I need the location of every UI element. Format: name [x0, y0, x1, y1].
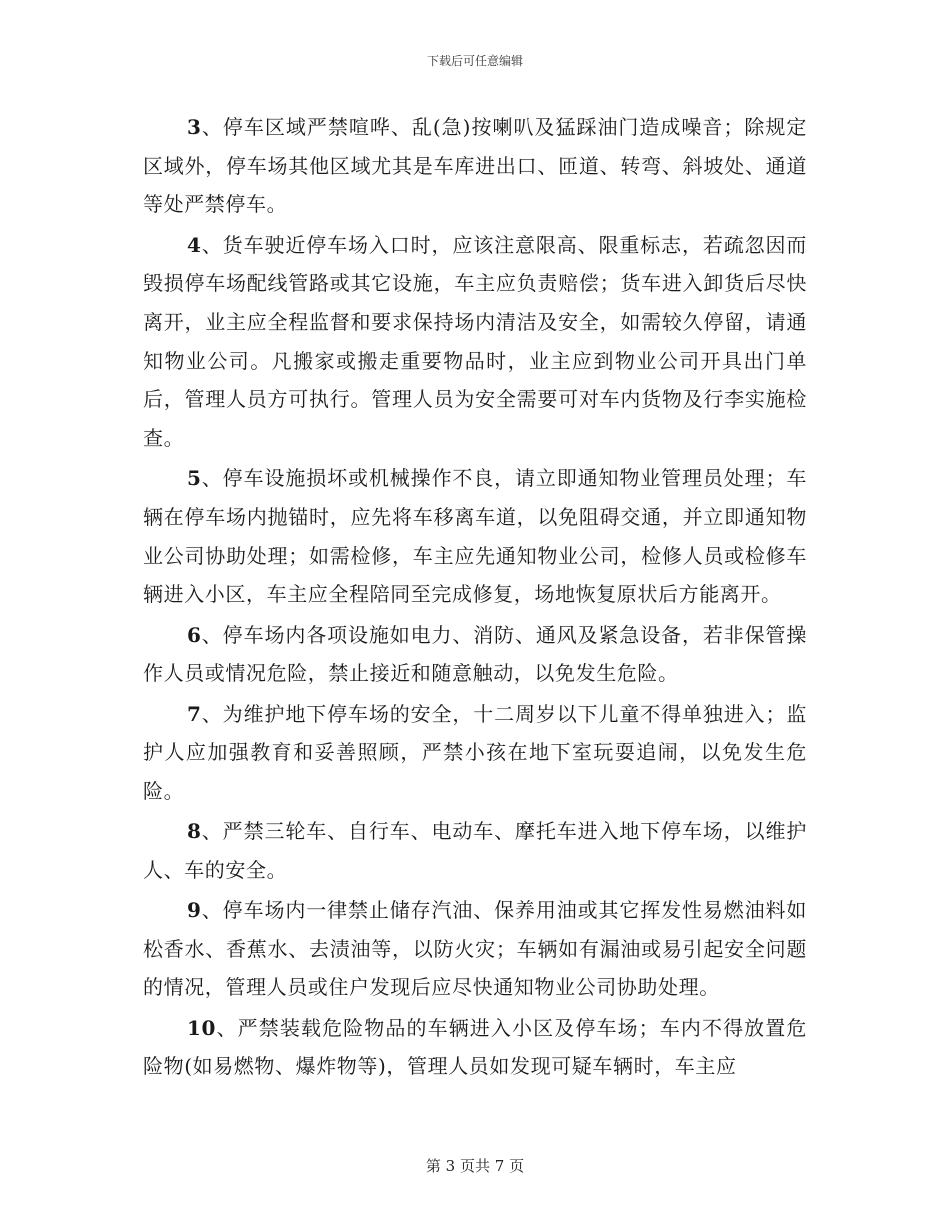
page-footer: 第 3 页共 7 页: [425, 1157, 525, 1175]
paragraph-7: [143, 695, 807, 811]
item-number: 4: [187, 232, 202, 257]
paragraph-5: [143, 459, 807, 614]
paragraph-text: 、停车场内一律禁止储存汽油、保养用油或其它挥发性易燃油料如松香水、香蕉水、去渍油等，以防火灾；车辆如有漏油或易引起安全问题的情况，管理人员或住户发现后应尽快通知物业公司协助处理。: [143, 898, 807, 1000]
paragraph-text: 、严禁装载危险物品的车辆进入小区及停车场；车内不得放置危险物(如易燃物、爆炸物等)，管理人员如发现可疑车辆时，车主应: [143, 1015, 807, 1079]
item-number: 5: [187, 466, 202, 491]
item-number: 10: [187, 1015, 217, 1040]
paragraph-text: 、停车区域严禁喧哗、乱(急)按喇叭及猛踩油门造成噪音；除规定区域外，停车场其他区域尤其是车库进出口、匝道、转弯、斜坡处、通道等处严禁停车。: [143, 115, 807, 217]
paragraph-text: 、停车设施损坏或机械操作不良，请立即通知物业管理员处理；车辆在停车场内抛锚时，应先将车移离车道，以免阻碍交通，并立即通知物业公司协助处理；如需检修，车主应先通知物业公司，检修人员或检修车辆进入小区，车主应全程陪同至完成修复，场地恢复原状后方能离开。: [143, 466, 807, 607]
paragraph-4: [143, 226, 807, 458]
paragraph-9: [143, 891, 807, 1007]
paragraph-6: [143, 616, 807, 693]
paragraph-3: [143, 108, 807, 224]
item-number: 9: [187, 898, 202, 923]
item-number: 3: [187, 115, 202, 139]
document-body: [143, 108, 807, 1088]
paragraph-10: [143, 1009, 807, 1086]
paragraph-text: 、为维护地下停车场的安全，十二周岁以下儿童不得单独进入；监护人应加强教育和妥善照顾，严禁小孩在地下室玩耍追闹，以免发生危险。: [143, 701, 807, 803]
paragraph-text: 、停车场内各项设施如电力、消防、通风及紧急设备，若非保管操作人员或情况危险，禁止接近和随意触动，以免发生危险。: [143, 622, 807, 686]
paragraph-text: 、货车驶近停车场入口时，应该注意限高、限重标志，若疏忽因而毁损停车场配线管路或其它设施，车主应负责赔偿；货车进入卸货后尽快离开，业主应全程监督和要求保持场内清洁及安全，如需较久停留，请通知物业公司。凡搬家或搬走重要物品时，业主应到物业公司开具出门单后，管理人员方可执行。管理人员为安全需要可对车内货物及行李实施检查。: [143, 232, 807, 451]
paragraph-text: 、严禁三轮车、自行车、电动车、摩托车进入地下停车场，以维护人、车的安全。: [143, 819, 807, 882]
item-number: 7: [187, 701, 202, 726]
item-number: 8: [187, 819, 202, 844]
item-number: 6: [187, 622, 202, 647]
page-header: 下载后可任意编辑: [426, 54, 523, 68]
paragraph-8: [143, 812, 807, 889]
